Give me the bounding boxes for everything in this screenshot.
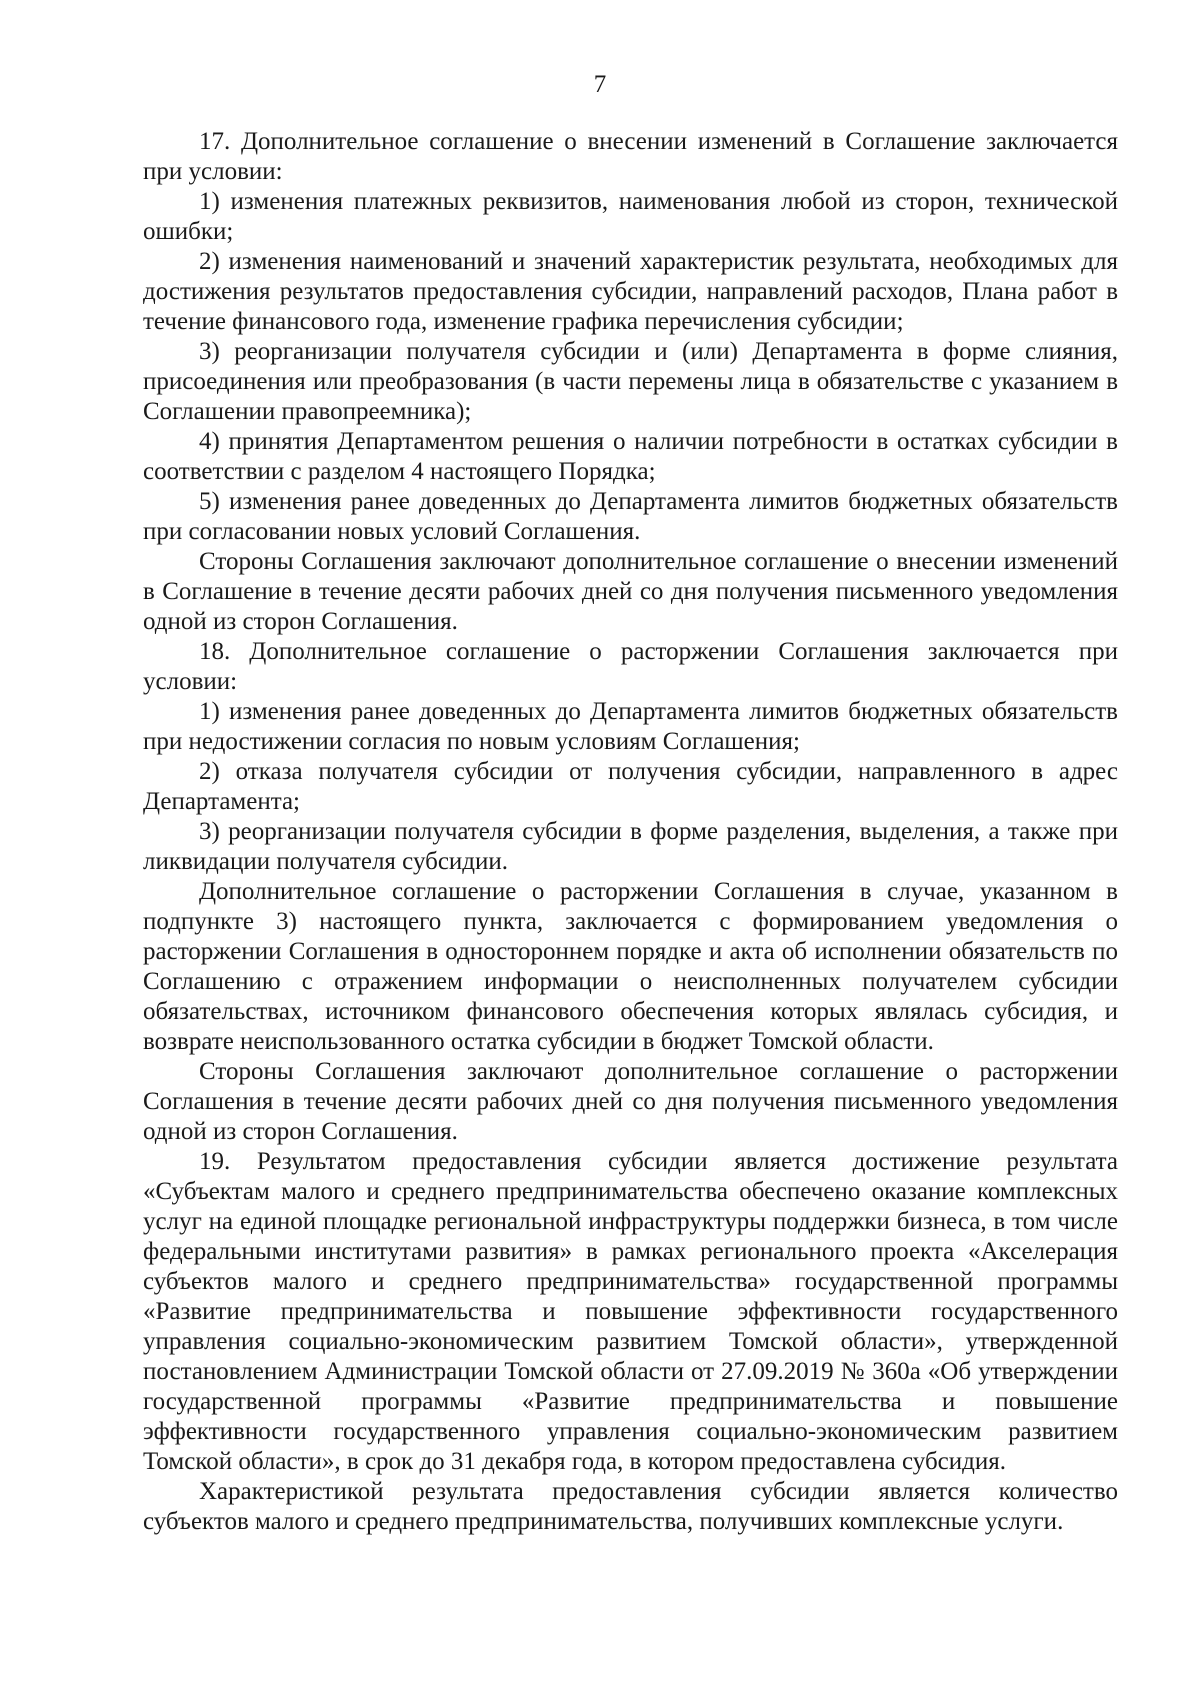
paragraph-19-result: 19. Результатом предоставления субсидии является достижение результата «Субъектам малого и среднего предпринимательства обеспечено оказание комплексных услуг на единой площадке региональной инфраструктуры поддержки бизнеса, в том числе федеральными институтами развития» в рамках регионального проекта «Акселерация субъектов малого и среднего предпринимательства» государственной программы «Развитие предпринимательства и повышение эффективности государственного управления социально-экономическим развитием Томской области», утвержденной постановлением Администрации Томской области от 27.09.2019 № 360а «Об утверждении государственной программы «Развитие предпринимательства и повышение эффективности государственного управления социально-экономическим развитием Томской области», в срок до 31 декабря года, в котором предоставлена субсидия. [143,1148,1118,1475]
paragraph-17-item-2: 2) изменения наименований и значений характеристик результата, необходимых для достижения результатов предоставления субсидии, направлений расходов, Плана работ в течение финансового года, изменение графика перечисления субсидии; [143,248,1118,335]
paragraph-18-intro: 18. Дополнительное соглашение о расторжении Соглашения заключается при условии: [143,638,1118,695]
paragraph-17-item-5: 5) изменения ранее доведенных до Департамента лимитов бюджетных обязательств при согласовании новых условий Соглашения. [143,488,1118,545]
document-body [143,127,1118,1537]
paragraph-18-item-3: 3) реорганизации получателя субсидии в форме разделения, выделения, а также при ликвидации получателя субсидии. [143,818,1118,875]
paragraph-18-closing: Стороны Соглашения заключают дополнительное соглашение о расторжении Соглашения в течение десяти рабочих дней со дня получения письменного уведомления одной из сторон Соглашения. [143,1058,1118,1145]
paragraph-17-item-1: 1) изменения платежных реквизитов, наименования любой из сторон, технической ошибки; [143,188,1118,245]
paragraph-17-closing: Стороны Соглашения заключают дополнительное соглашение о внесении изменений в Соглашение в течение десяти рабочих дней со дня получения письменного уведомления одной из сторон Соглашения. [143,548,1118,635]
paragraph-18-termination-notice: Дополнительное соглашение о расторжении Соглашения в случае, указанном в подпункте 3) настоящего пункта, заключается с формированием уведомления о расторжении Соглашения в одностороннем порядке и акта об исполнении обязательств по Соглашению с отражением информации о неисполненных получателем субсидии обязательствах, источником финансового обеспечения которых являлась субсидия, и возврате неиспользованного остатка субсидии в бюджет Томской области. [143,878,1118,1055]
paragraph-19-characteristic: Характеристикой результата предоставления субсидии является количество субъектов малого и среднего предпринимательства, получивших комплексные услуги. [143,1478,1118,1535]
paragraph-17-intro: 17. Дополнительное соглашение о внесении изменений в Соглашение заключается при условии: [143,128,1118,185]
paragraph-18-item-2: 2) отказа получателя субсидии от получения субсидии, направленного в адрес Департамента; [143,758,1118,815]
paragraph-17-item-3: 3) реорганизации получателя субсидии и (или) Департамента в форме слияния, присоединения или преобразования (в части перемены лица в обязательстве с указанием в Соглашении правопреемника); [143,338,1118,425]
paragraph-18-item-1: 1) изменения ранее доведенных до Департамента лимитов бюджетных обязательств при недостижении согласия по новым условиям Соглашения; [143,698,1118,755]
paragraph-17-item-4: 4) принятия Департаментом решения о наличии потребности в остатках субсидии в соответствии с разделом 4 настоящего Порядка; [143,428,1118,485]
page-number: 7 [593,71,607,98]
